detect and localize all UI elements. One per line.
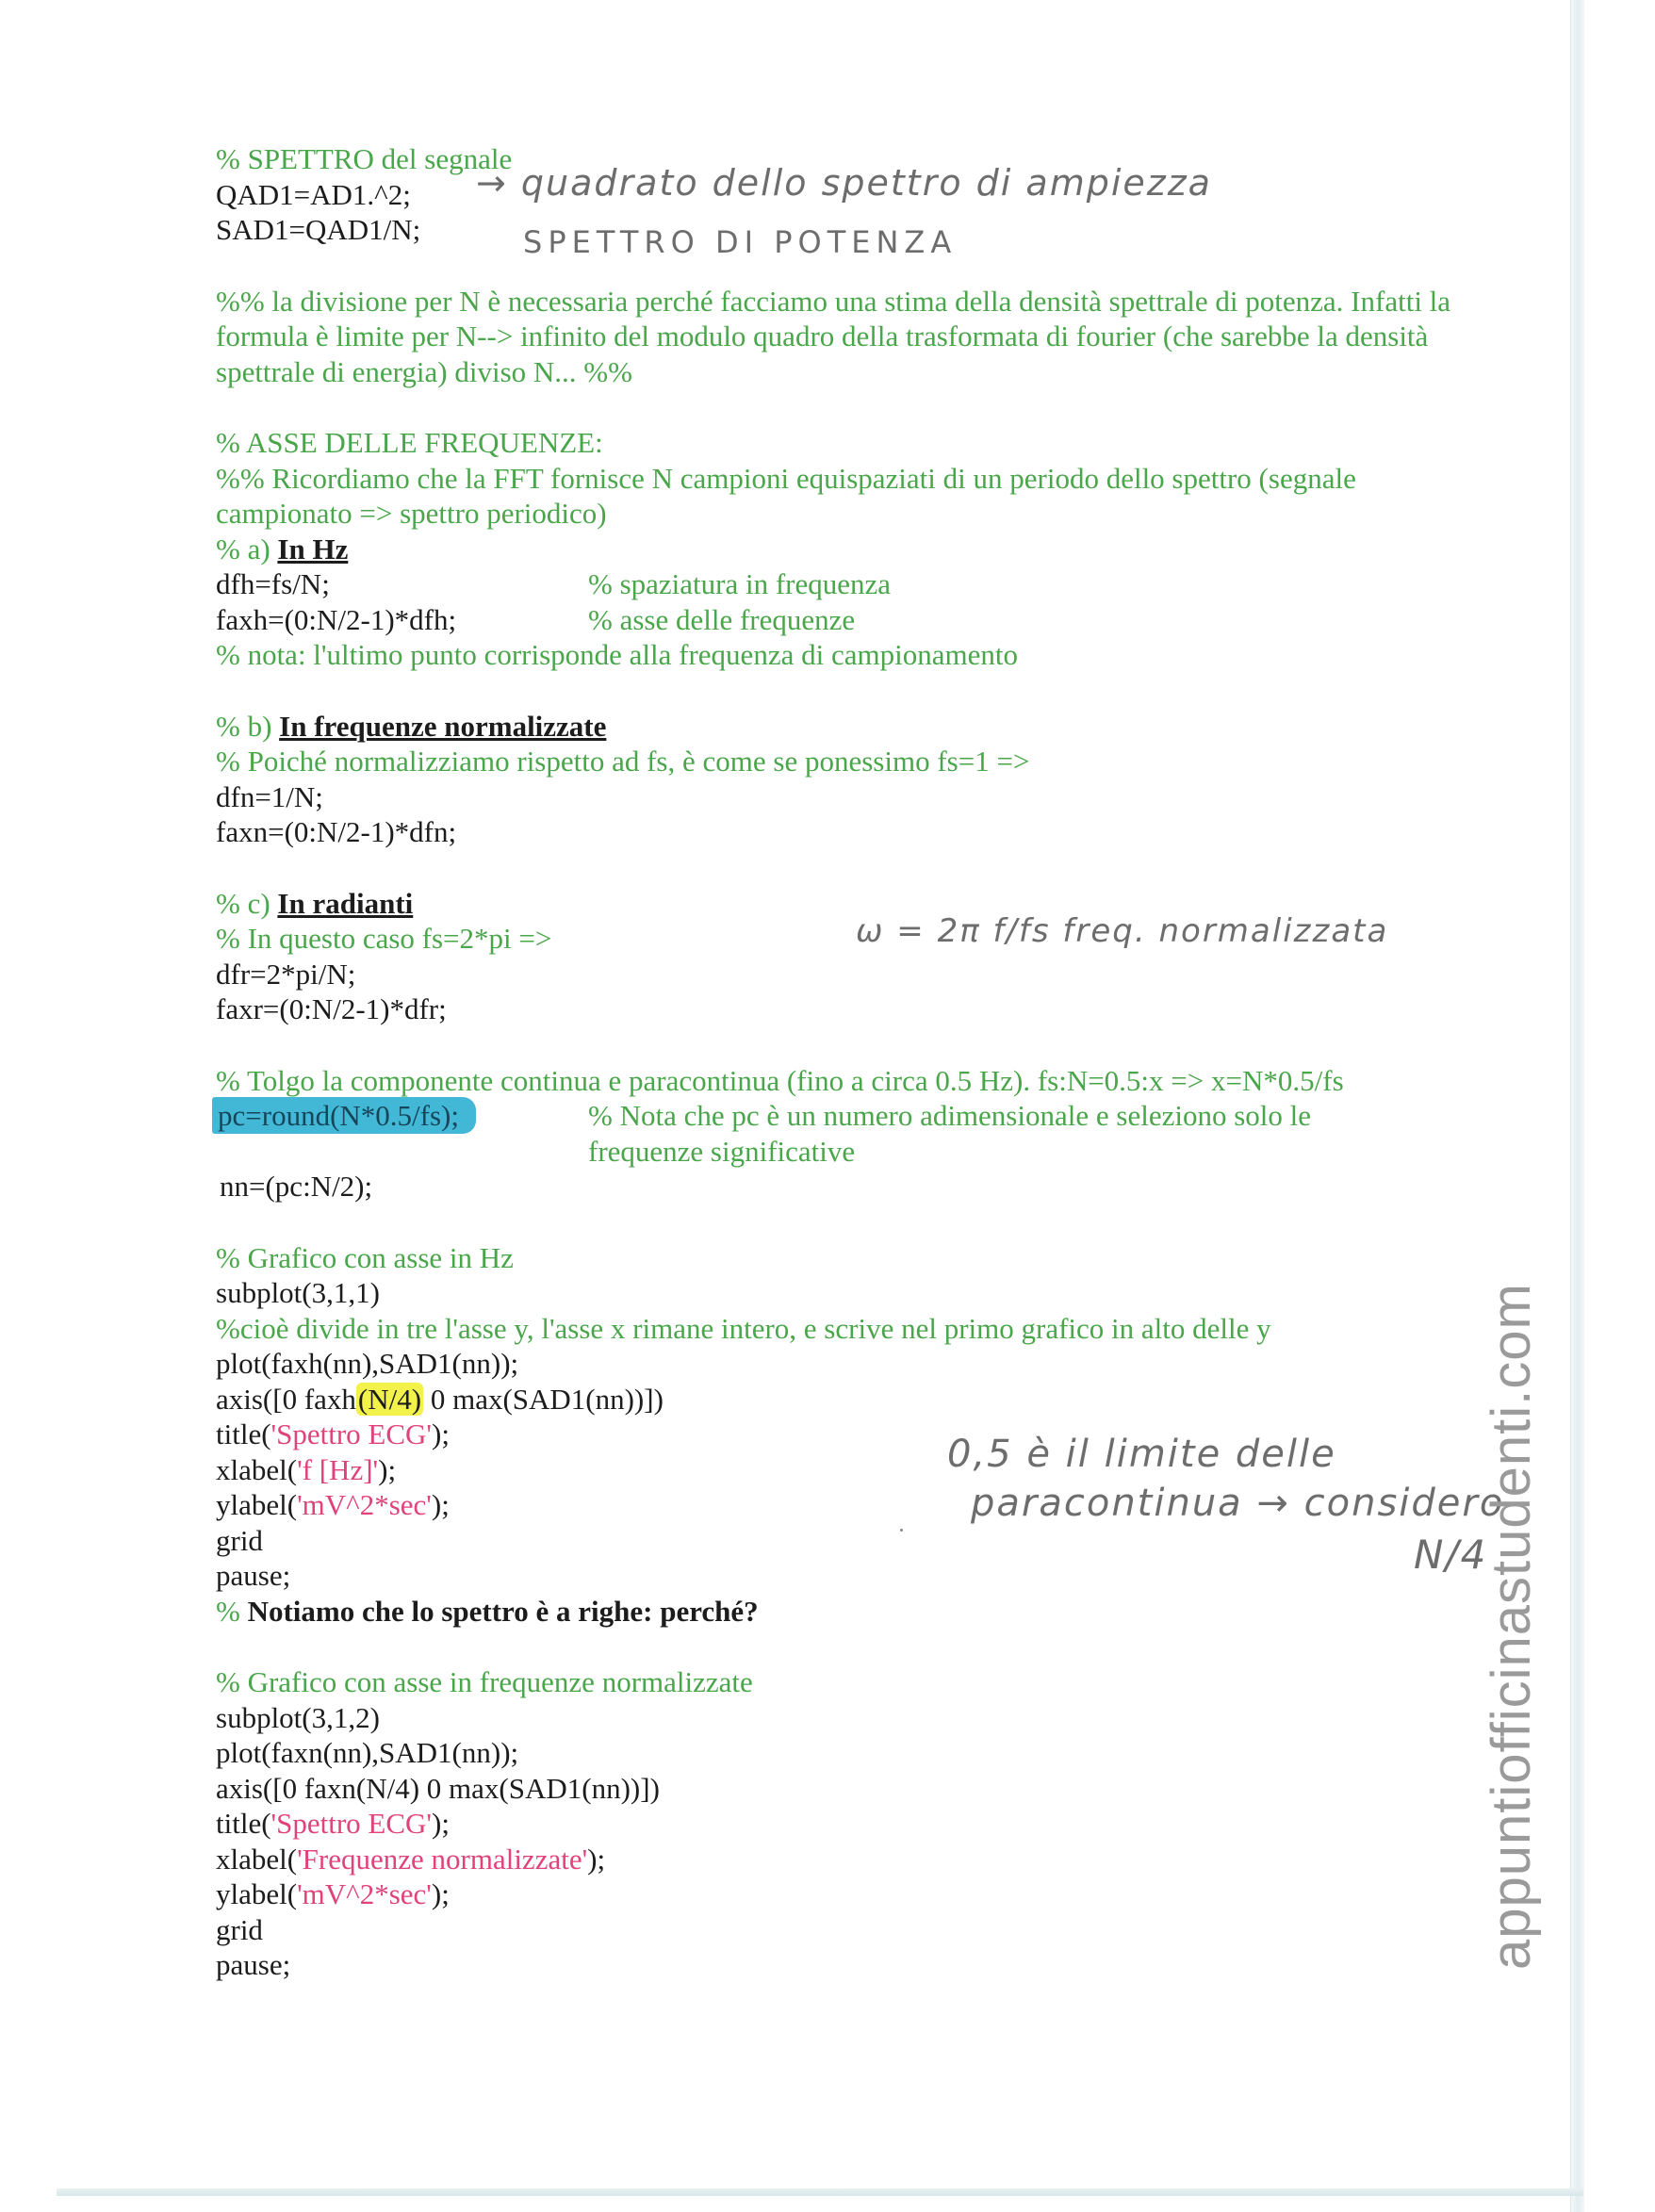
- ylabel-hz-pre: ylabel(: [216, 1488, 298, 1521]
- subsection-b-prefix: % b): [216, 709, 280, 743]
- comment-dfh: % spaziatura in frequenza: [588, 567, 892, 600]
- code-line-qad1: QAD1=AD1.^2;: [216, 177, 411, 211]
- comment-faxh: % asse delle frequenze: [588, 602, 856, 636]
- code-line-pc: pc=round(N*0.5/fs);: [212, 1097, 476, 1134]
- comment-notiamo: [216, 1594, 1516, 1630]
- code-line-grid-1: grid: [216, 1523, 263, 1557]
- subsection-c-prefix: % c): [216, 886, 278, 920]
- title-hz-pre: title(: [216, 1417, 271, 1450]
- subsection-b-title: In frequenze normalizzate: [279, 709, 607, 743]
- xlabel-norm-post: );: [587, 1842, 606, 1876]
- comment-normalizziamo: % Poiché normalizziamo rispetto ad fs, è come se ponessimo fs=1 =>: [216, 745, 1030, 778]
- code-line-dfn: dfn=1/N;: [216, 779, 323, 813]
- handwritten-note-quadrato: → quadrato dello spettro di ampiezza: [476, 162, 1212, 204]
- handwritten-note-omega: ω = 2π f/fs freq. normalizzata: [856, 912, 1389, 950]
- code-document: [216, 141, 1516, 1983]
- code-line-plot-hz: plot(faxh(nn),SAD1(nn));: [216, 1347, 519, 1380]
- ylabel-norm-pre: ylabel(: [216, 1877, 298, 1910]
- code-line-axis-norm: axis([0 faxn(N/4) 0 max(SAD1(nn))]): [216, 1771, 660, 1805]
- code-line-title-norm: [216, 1806, 1516, 1842]
- handwritten-note-spettro-potenza: SPETTRO DI POTENZA: [523, 224, 958, 260]
- code-line-plot-norm: plot(faxn(nn),SAD1(nn));: [216, 1736, 519, 1769]
- xlabel-norm-pre: xlabel(: [216, 1842, 298, 1876]
- comment-subplot: %cioè divide in tre l'asse y, l'asse x rimane intero, e scrive nel primo grafico in alto delle y: [216, 1311, 1271, 1345]
- notiamo-prefix: %: [216, 1594, 248, 1628]
- code-line-ylabel-norm: [216, 1876, 1516, 1912]
- page-edge-bottom: [57, 2188, 1583, 2196]
- scan-speck: [900, 1529, 903, 1532]
- subsection-a-title: In Hz: [277, 532, 349, 565]
- subsection-a: [216, 532, 1516, 567]
- section-title-spettro: % SPETTRO del segnale: [216, 142, 513, 175]
- ylabel-hz-string: 'mV^2*sec': [297, 1488, 432, 1521]
- xlabel-norm-string: 'Frequenze normalizzate': [297, 1842, 588, 1876]
- xlabel-hz-pre: xlabel(: [216, 1452, 298, 1486]
- xlabel-hz-string: 'f [Hz]': [297, 1452, 379, 1486]
- comment-pc-row-2: [216, 1134, 1516, 1170]
- watermark: appuntiofficinastudenti.com: [1481, 1283, 1542, 1970]
- code-line-subplot-2: subplot(3,1,2): [216, 1700, 380, 1734]
- title-hz-string: 'Spettro ECG': [270, 1417, 433, 1450]
- code-line-faxh-row: [216, 602, 1516, 638]
- code-line-sad1: SAD1=QAD1/N;: [216, 213, 421, 246]
- code-line-dfh: dfh=fs/N;: [216, 567, 330, 600]
- subsection-a-prefix: % a): [216, 532, 278, 565]
- handwritten-note-n4: N/4: [1414, 1532, 1488, 1578]
- handwritten-note-paracontinua: paracontinua → considero: [971, 1482, 1505, 1525]
- title-hz-post: );: [432, 1417, 450, 1450]
- code-line-xlabel-norm: [216, 1842, 1516, 1877]
- subsection-c-title: In radianti: [277, 886, 414, 920]
- ylabel-norm-post: );: [431, 1877, 450, 1910]
- code-line-axis-hz: [216, 1382, 1516, 1417]
- comment-paragraph-density: %% la divisione per N è necessaria perché facciamo una stima della densità spettrale di potenza. Infatti la formula è limite per N--> infinito del modulo quadro della trasformata di fourier (che sarebbe la densità spettrale di energia) diviso N... %%: [216, 284, 1451, 388]
- code-line-faxn: faxn=(0:N/2-1)*dfn;: [216, 815, 457, 848]
- title-norm-string: 'Spettro ECG': [270, 1807, 433, 1840]
- code-line-nn: nn=(pc:N/2);: [220, 1170, 373, 1203]
- ylabel-hz-post: );: [431, 1488, 450, 1521]
- code-line-subplot-1: subplot(3,1,1): [216, 1276, 380, 1309]
- handwritten-note-limite: 0,5 è il limite delle: [947, 1433, 1336, 1476]
- axis-hz-post: 0 max(SAD1(nn))]): [423, 1382, 664, 1416]
- comment-radianti: % In questo caso fs=2*pi =>: [216, 922, 552, 955]
- comment-pc-1: % Nota che pc è un numero adimensionale e seleziono solo le: [588, 1099, 1311, 1132]
- axis-hz-pre: axis([0 faxh: [216, 1382, 356, 1416]
- title-norm-post: );: [432, 1807, 450, 1840]
- subsection-b: [216, 709, 1516, 745]
- section-title-grafico-normalizzate: % Grafico con asse in frequenze normalizzate: [216, 1665, 753, 1698]
- notiamo-text: Notiamo che lo spettro è a righe: perché?: [247, 1594, 759, 1628]
- section-title-asse-frequenze: % ASSE DELLE FREQUENZE:: [216, 426, 603, 459]
- code-line-pc-row: [216, 1098, 1516, 1134]
- axis-hz-highlight: (N/4): [357, 1382, 422, 1416]
- code-line-dfr: dfr=2*pi/N;: [216, 957, 356, 991]
- page-edge: [1570, 0, 1584, 2212]
- comment-tolgo-componente: % Tolgo la componente continua e paracontinua (fino a circa 0.5 Hz). fs:N=0.5:x => x=N*0.5/fs: [216, 1063, 1344, 1097]
- code-line-faxh: faxh=(0:N/2-1)*dfh;: [216, 602, 457, 636]
- xlabel-hz-post: );: [378, 1452, 397, 1486]
- section-title-grafico-hz: % Grafico con asse in Hz: [216, 1240, 514, 1274]
- comment-pc-2: frequenze significative: [588, 1134, 856, 1168]
- code-line-grid-2: grid: [216, 1912, 263, 1946]
- comment-nota: % nota: l'ultimo punto corrisponde alla frequenza di campionamento: [216, 638, 1018, 671]
- code-line-pause-1: pause;: [216, 1559, 291, 1592]
- code-line-pause-2: pause;: [216, 1948, 291, 1981]
- ylabel-norm-string: 'mV^2*sec': [297, 1877, 432, 1910]
- code-line-faxr: faxr=(0:N/2-1)*dfr;: [216, 992, 447, 1025]
- comment-paragraph-fft: %% Ricordiamo che la FFT fornisce N campioni equispaziati di un periodo dello spettro (segnale campionato => spettro periodico): [216, 461, 1356, 530]
- code-line-dfh-row: [216, 566, 1516, 602]
- title-norm-pre: title(: [216, 1807, 271, 1840]
